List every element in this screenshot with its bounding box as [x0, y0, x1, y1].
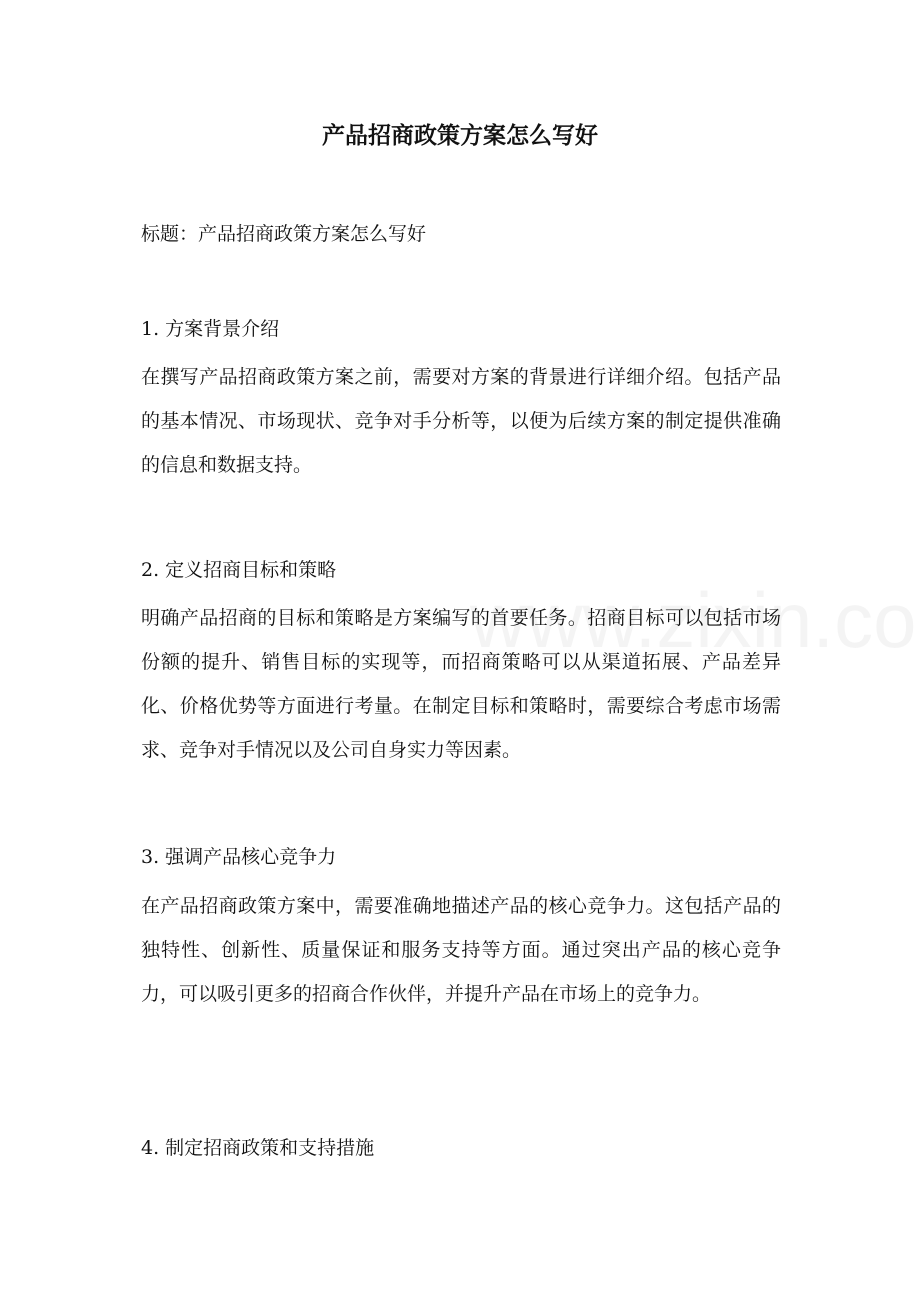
section-3-heading: 3. 强调产品核心竞争力	[141, 846, 337, 868]
section-3-body: 在产品招商政策方案中，需要准确地描述产品的核心竞争力。这包括产品的独特性、创新性、质量保证和服务支持等方面。通过突出产品的核心竞争力，可以吸引更多的招商合作伙伴，并提升产品在市场上的竞争力。	[141, 895, 781, 1005]
section-2-body: 明确产品招商的目标和策略是方案编写的首要任务。招商目标可以包括市场份额的提升、销售目标的实现等，而招商策略可以从渠道拓展、产品差异化、价格优势等方面进行考量。在制定目标和策略时，需要综合考虑市场需求、竞争对手情况以及公司自身实力等因素。	[141, 607, 781, 761]
section-4-heading: 4. 制定招商政策和支持措施	[141, 1137, 375, 1159]
subject-line: 标题：产品招商政策方案怎么写好	[141, 223, 427, 245]
section-1-body: 在撰写产品招商政策方案之前，需要对方案的背景进行详细介绍。包括产品的基本情况、市场现状、竞争对手分析等，以便为后续方案的制定提供准确的信息和数据支持。	[141, 366, 781, 476]
document-title: 产品招商政策方案怎么写好	[322, 122, 598, 149]
section-1-heading: 1. 方案背景介绍	[141, 318, 280, 340]
section-2-heading: 2. 定义招商目标和策略	[141, 559, 337, 581]
